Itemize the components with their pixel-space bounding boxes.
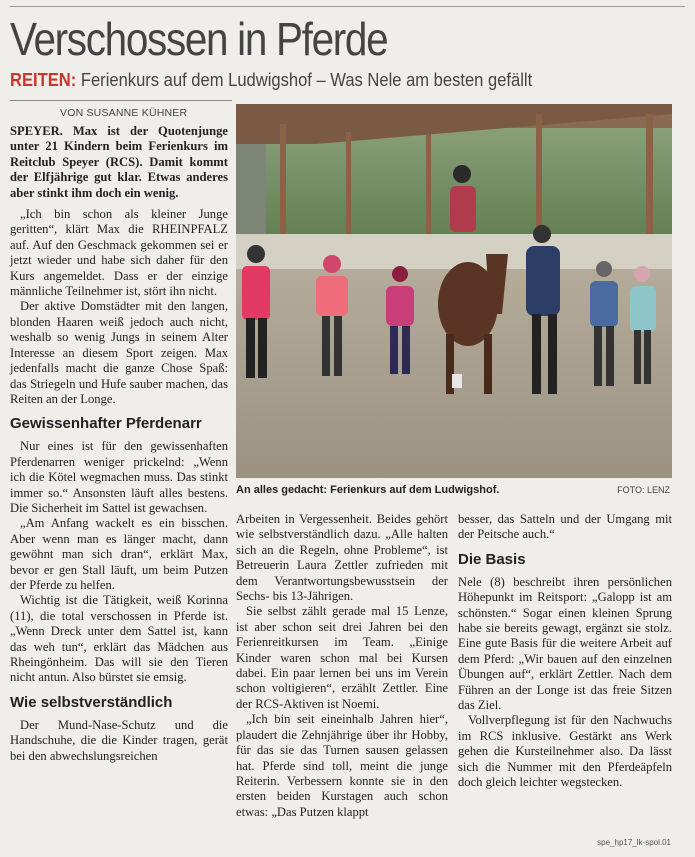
column-1 bbox=[10, 124, 228, 764]
subheading: Die Basis bbox=[458, 550, 526, 568]
lead-paragraph: SPEYER. Max ist der Quotenjunge unter 21 Kindern beim Ferienkurs im Reitclub Speyer (RCS). Damit kommt der Elfjährige gut klar. Etwas anderes aber stinkt ihm doch ein wenig. bbox=[10, 124, 228, 200]
footer-code: spe_hp17_lk-spol.01 bbox=[597, 838, 671, 847]
paragraph: Nele (8) beschreibt ihren persönlichen Höhepunkt im Reitsport: „Galopp ist am schönsten.“ Sogar einen kleinen Sprung habe sie bereits gewagt, ergänzt sie stolz. Eine gute Basis für die weitere Arbeit auf dem Pferd: „Wir bauen auf den einzelnen Übungen auf“, erklärt Zettler. Nach dem Führen an der Longe ist das freie Sitzen das Ziel. bbox=[458, 574, 672, 713]
caption-text: An alles gedacht: Ferienkurs auf dem Ludwigshof. bbox=[236, 484, 500, 496]
paragraph: „Am Anfang wackelt es ein bisschen. Aber wenn man es länger macht, dann gewöhnt man sich dran“, erklärt Max, bevor er gen Stall läuft, um beim Putzen der Pferde zu helfen. bbox=[10, 516, 228, 592]
subheading: Gewissenhafter Pferdenarr bbox=[10, 415, 202, 433]
paragraph: Wichtig ist die Tätigkeit, weiß Korinna (11), die total verschossen in Pferde ist. „Wenn Dreck unter dem Sattel ist, kann das weh tun“, erklärt das Mädchen aus Rheingönheim. Das will sie den Tieren nicht antun. Also bürstet sie emsig. bbox=[10, 593, 228, 685]
riding-hall-photo bbox=[236, 104, 672, 478]
paragraph: Sie selbst zählt gerade mal 15 Lenze, ist aber schon seit drei Jahren bei den Ferienreitkursen im Team. „Einige Kinder waren schon mal bei Kursen dabei. Ein paar lernen bei uns im Verein schon voltigieren“, erzählt Zettler. Eine der RCS-Aktiven ist Noemi. bbox=[236, 604, 448, 711]
paragraph: besser, das Satteln und der Umgang mit der Peitsche auch.“ bbox=[458, 512, 672, 542]
paragraph: Nur eines ist für den gewissenhaften Pferdenarren weniger prickelnd: „Wenn ich die Kötel wegmachen muss. Das stinkt immer so.“ Ansonsten läuft alles bestens. Die Sicherheit im Sattel ist gewachsen. bbox=[10, 439, 228, 515]
article-photo bbox=[236, 104, 672, 478]
photo-credit: FOTO: LENZ bbox=[617, 485, 670, 495]
photo-caption bbox=[236, 484, 672, 496]
column-2 bbox=[236, 512, 448, 820]
paragraph: Arbeiten in Vergessenheit. Beides gehört wie selbstverständlich dazu. „Alle halten sich an die Regeln, ohne Probleme“, ist Betreuerin Laura Zettler zufrieden mit dem Verantwortungsbewusstsein der Sechs- bis 13-Jährigen. bbox=[236, 512, 448, 604]
paragraph: „Ich bin schon als kleiner Junge geritten“, klärt Max die RHEINPFALZ auf. Auf den Geschmack gekommen sei er jetzt wieder und habe sich daher für den Kurs angemeldet. Dass er der einzige männliche Teilnehmer ist, stört ihn nicht. bbox=[10, 207, 228, 299]
kicker: REITEN: bbox=[10, 70, 77, 90]
paragraph: Der aktive Domstädter mit den langen, blonden Haaren weiß jedoch auch nicht, weshalb so wenig Jungs in seinem Alter Interesse an diesem Sport zeigen. Max jedenfalls macht die ganze Chose Spaß: das Striegeln und Hufe sauber machen, das Reiten an der Longe. bbox=[10, 299, 228, 406]
paragraph: „Ich bin seit eineinhalb Jahren hier“, plaudert die Zehnjährige über ihr Hobby, für das sie das Turnen sausen gelassen hat. Pferde sind toll, meint die junge Reiterin. Verbessern konnte sie in den ersten beiden Kurstagen auch schon etwas: „Das Putzen klappt bbox=[236, 712, 448, 819]
byline: VON SUSANNE KÜHNER bbox=[60, 107, 188, 119]
subheadline bbox=[10, 70, 532, 91]
headline: Verschossen in Pferde bbox=[10, 13, 388, 65]
paragraph: Vollverpflegung ist für den Nachwuchs im RCS inklusive. Gestärkt ans Werk gehen die Kursteilnehmer also. Da lässt sich die Nummer mit den Pferdeäpfeln doch gleich leichter wegstecken. bbox=[458, 713, 672, 790]
paragraph: Der Mund-Nase-Schutz und die Handschuhe, die die Kinder tragen, gerät bei den abwechslungsreichen bbox=[10, 717, 228, 763]
header-divider-left bbox=[10, 100, 232, 101]
subheading: Wie selbstverständlich bbox=[10, 693, 173, 711]
top-rule bbox=[10, 6, 685, 7]
column-3 bbox=[458, 512, 672, 791]
subheadline-text: Ferienkurs auf dem Ludwigshof – Was Nele am besten gefällt bbox=[80, 70, 533, 90]
